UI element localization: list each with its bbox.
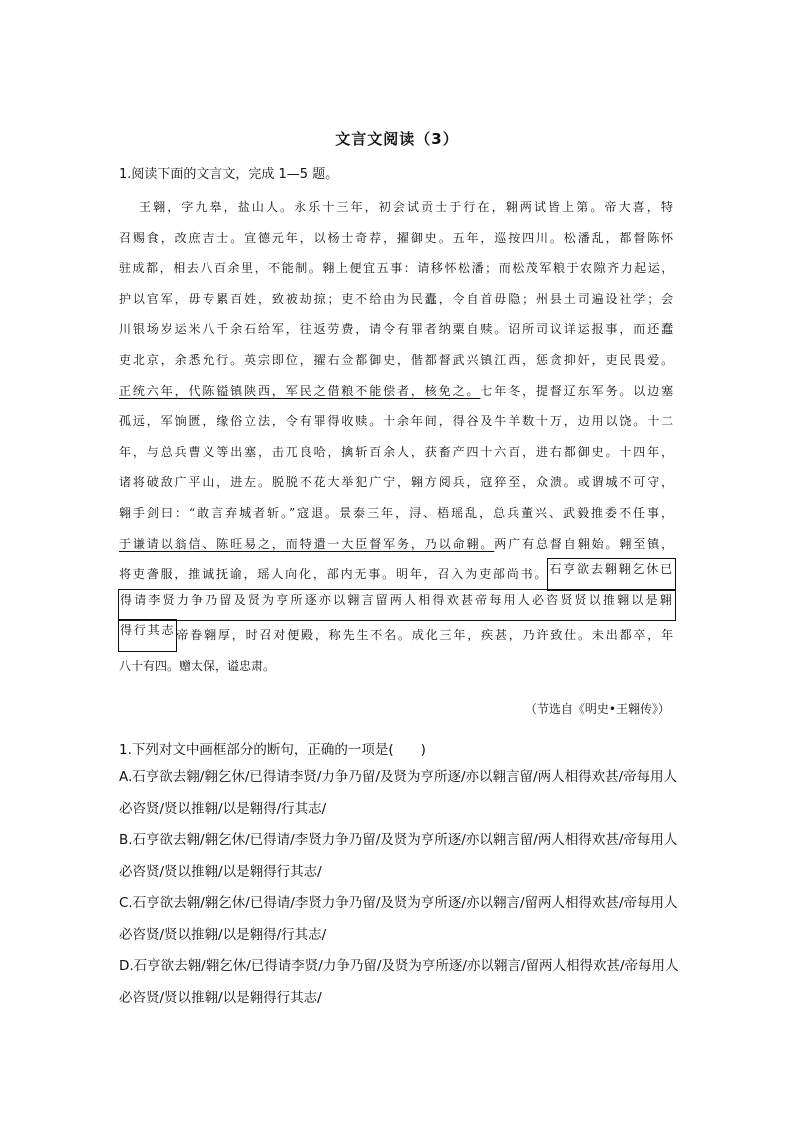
passage-line bbox=[119, 559, 675, 590]
underlined-text: 于谦请以翁信、陈旺易之，而特遣一大臣督军务，乃以命翱。 bbox=[119, 536, 495, 551]
passage-line bbox=[119, 345, 675, 376]
passage-text: 孤远，军饷匮，缘俗立法，令有罪得收赎。十余年间，得谷及牛羊数十万，边用以饶。十二 bbox=[119, 414, 675, 429]
underlined-text: 正统六年，代陈镒镇陕西，军民之借粮不能偿者，核免之。 bbox=[119, 383, 481, 398]
passage-text: 吏北京，余悉允行。英宗即位，擢右佥都御史，偕都督武兴镇江西，惩贪抑奸，吏民畏爱。 bbox=[119, 352, 675, 367]
passage-text: 将吏詟服，推诚抚谕，瑶人向化，部内无事。明年，召入为吏部尚书。 bbox=[119, 567, 549, 582]
passage-text: 年，与总兵曹义等出塞，击兀良哈，擒斩百余人，获畜产四十六百，进右都御史。十四年， bbox=[119, 444, 675, 459]
passage-line bbox=[119, 192, 675, 223]
passage-text: 召赐食，改庶吉士。宣德元年，以杨士奇荐，擢御史。五年，巡按四川。松潘乱，都督陈怀 bbox=[119, 230, 675, 245]
passage-text: 八十有四。赠太保，谥忠肃。 bbox=[119, 658, 276, 673]
passage-line bbox=[119, 529, 675, 560]
passage-line bbox=[119, 620, 675, 651]
passage-line bbox=[119, 651, 675, 682]
option-a[interactable]: A.石亨欲去翱/翱乞休/已得请李贤/力争乃留/及贤为亨所逐/亦以翱言留/两人相得欢甚/帝每用人必咨贤/贤以推翱/以是翱得/行其志/ bbox=[119, 769, 678, 817]
option-b[interactable]: B.石亨欲去翱/翱乞休/已得请/李贤力争乃留/及贤为亨所逐/亦以翱言留/两人相得欢甚/帝每用人必咨贤/贤以推翱/以是翱得行其志/ bbox=[119, 832, 678, 880]
passage-text: 王翱，字九皋，盐山人。永乐十三年，初会试贡士于行在，翱两试皆上第。帝大喜，特 bbox=[139, 200, 675, 214]
page-title: 文言文阅读（3） bbox=[335, 130, 459, 148]
question-block bbox=[119, 738, 679, 1014]
question-stem: 1.下列对文中画框部分的断句，正确的一项是( ) bbox=[119, 742, 426, 758]
passage-text: 帝眷翱厚，时召对便殿，称先生不名。成化三年，疾甚，乃许致仕。未出都卒，年 bbox=[176, 628, 675, 643]
boxed-text: 石亨欲去翱翱乞休已 bbox=[548, 559, 675, 590]
passage-line bbox=[119, 284, 675, 315]
source-citation: （节选自《明史•王翱传》） bbox=[524, 702, 670, 716]
passage-line bbox=[119, 590, 675, 621]
passage-text: 两广有总督自翱始。翱至镇， bbox=[494, 536, 675, 551]
exercise-instruction: 1.阅读下面的文言文，完成 1—5 题。 bbox=[119, 167, 339, 182]
passage-text: 翱手剑曰：“敢言弃城者斩。”寇退。景泰三年，浔、梧瑶乱，总兵董兴、武毅推委不任事， bbox=[119, 505, 675, 520]
option-d[interactable]: D.石亨欲去翱/翱乞休/已得请李贤/力争乃留/及贤为亨所逐/亦以翱言/留两人相得欢甚/帝每用人必咨贤/贤以推翱/以是翱得行其志/ bbox=[119, 958, 679, 1006]
option-c[interactable]: C.石亨欲去翱/翱乞休/已得请/李贤力争乃留/及贤为亨所逐/亦以翱言/留两人相得欢甚/帝每用人必咨贤/贤以推翱/以是翱得/行其志/ bbox=[119, 895, 678, 943]
passage-line bbox=[119, 467, 675, 498]
passage-line bbox=[119, 498, 675, 529]
passage-line bbox=[119, 314, 675, 345]
boxed-text: 得请李贤力争乃留及贤为亨所逐亦以翱言留两人相得欢甚帝每用人必咨贤贤以推翱以是翱 bbox=[119, 590, 675, 621]
passage-text: 驻成都，相去八百余里，不能制。翱上便宜五事：请移怀松潘；而松茂军粮于农隙齐力起运， bbox=[119, 261, 675, 276]
passage-line bbox=[119, 253, 675, 284]
passage-text: 诸将破敌广平山，进左。脱脱不花大举犯广宁，翱方阅兵，寇猝至，众溃。或谓城不可守， bbox=[119, 475, 675, 490]
passage-line bbox=[119, 437, 675, 468]
boxed-text: 得行其志 bbox=[119, 620, 176, 651]
passage-line bbox=[119, 406, 675, 437]
passage-text: 护以官军，毋专累百姓，致被劫掠；吏不给由为民蠹，令自首毋隐；州县土司遍设社学；会 bbox=[119, 291, 675, 306]
classical-passage bbox=[119, 192, 675, 682]
passage-text: 七年冬，提督辽东军务。以边塞 bbox=[480, 383, 675, 398]
passage-line bbox=[119, 223, 675, 254]
passage-line bbox=[119, 376, 675, 407]
passage-text: 川银场岁运米八千余石给军，往返劳费，请令有罪者纳粟自赎。诏所司议详运报事，而还蠢 bbox=[119, 322, 675, 337]
